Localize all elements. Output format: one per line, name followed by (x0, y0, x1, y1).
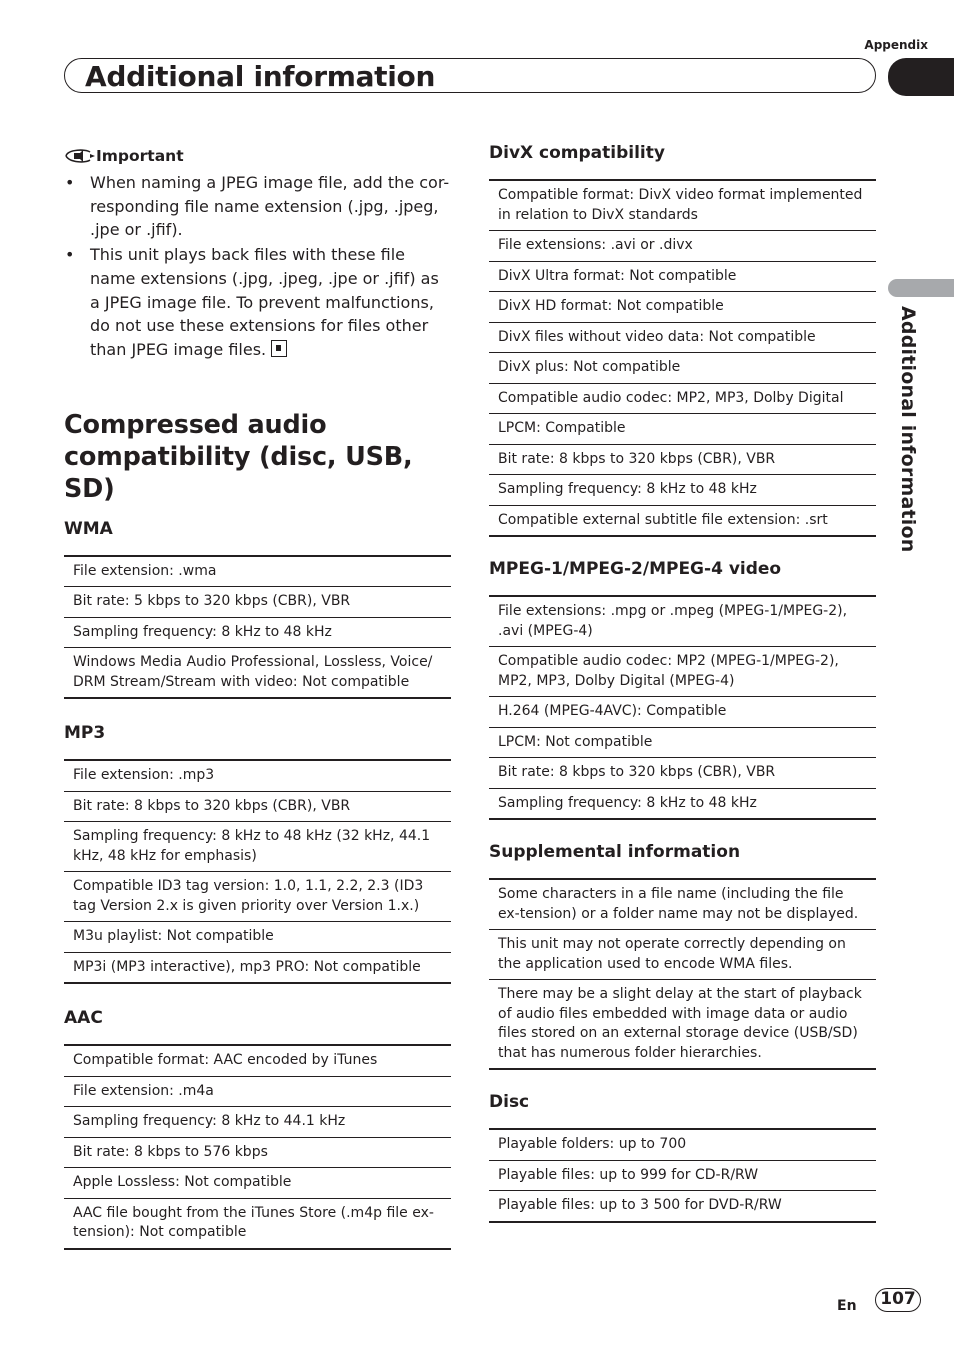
table-row: File extensions: .avi or .divx (489, 230, 876, 261)
table-row: File extension: .mp3 (73, 767, 215, 784)
aac-title: AAC (64, 1008, 103, 1029)
important-bullet (64, 171, 451, 242)
table-row: Compatible external subtitle file extension: .srt (489, 505, 876, 536)
table-row: H.264 (MPEG-4AVC): Compatible (489, 696, 876, 727)
table-row: DivX files without video data: Not compatible (489, 322, 876, 353)
side-tab-label: Additional information (897, 306, 919, 553)
important-label: Important (96, 147, 184, 165)
supplemental-title: Supplemental information (489, 842, 741, 862)
table-row: This unit may not operate correctly depending on the application used to encode WMA files. (489, 929, 876, 979)
table-row: Bit rate: 8 kbps to 320 kbps (CBR), VBR (489, 757, 876, 788)
table-row: Compatible ID3 tag version: 1.0, 1.1, 2.2, 2.3 (ID3 tag Version 2.x is given priority over Version 1.x.) (64, 871, 451, 921)
table-row: Bit rate: 5 kbps to 320 kbps (CBR), VBR (64, 586, 451, 617)
table-row: Playable files: up to 3 500 for DVD-R/RW (489, 1190, 876, 1221)
end-mark-icon (271, 340, 287, 357)
table-row: File extension: .m4a (64, 1076, 451, 1107)
table-row: File extensions: .mpg or .mpeg (MPEG-1/MPEG-2), .avi (MPEG-4) (498, 603, 848, 639)
table-row: There may be a slight delay at the start of playback of audio files embedded with image data or audio files stored on an external storage device (USB/SD) that has numerous folder hierarchies. (489, 979, 876, 1068)
section-header (64, 58, 876, 93)
appendix-label: Appendix (864, 38, 928, 52)
table-row: Compatible audio codec: MP2 (MPEG-1/MPEG-2), MP2, MP3, Dolby Digital (MPEG-4) (489, 646, 876, 696)
disc-table (489, 1128, 876, 1223)
disc-title: Disc (489, 1092, 530, 1112)
header-tab-marker (888, 58, 954, 96)
table-row: File extension: .wma (73, 562, 217, 579)
table-row: Some characters in a file name (including the file ex-tension) or a folder name may not be displayed. (498, 886, 859, 922)
important-bullet (64, 243, 451, 362)
page-number: 107 (875, 1288, 921, 1312)
table-row: DivX HD format: Not compatible (489, 291, 876, 322)
mp3-title: MP3 (64, 723, 106, 744)
table-row: LPCM: Compatible (489, 413, 876, 444)
side-tab-marker (888, 279, 954, 297)
mpeg-table (489, 595, 876, 820)
table-row: Windows Media Audio Professional, Lossless, Voice/ DRM Stream/Stream with video: Not compatible (64, 647, 451, 697)
table-row: M3u playlist: Not compatible (64, 921, 451, 952)
table-row: Bit rate: 8 kbps to 576 kbps (64, 1137, 451, 1168)
table-row: Compatible audio codec: MP2, MP3, Dolby Digital (489, 383, 876, 414)
section-title: Additional information (85, 60, 436, 93)
table-row: Sampling frequency: 8 kHz to 44.1 kHz (64, 1106, 451, 1137)
table-row: Compatible format: DivX video format implemented in relation to DivX standards (498, 187, 863, 223)
wma-title: WMA (64, 518, 113, 539)
important-icon (64, 146, 96, 166)
table-row: MP3i (MP3 interactive), mp3 PRO: Not compatible (64, 952, 451, 983)
page-title: Compressed audio compatibility (disc, USB, SD) (64, 409, 413, 504)
table-row: Playable folders: up to 700 (498, 1136, 687, 1152)
table-row: Sampling frequency: 8 kHz to 48 kHz (32 kHz, 44.1 kHz, 48 kHz for emphasis) (64, 821, 451, 871)
important-heading (64, 145, 451, 167)
divx-title: DivX compatibility (489, 143, 665, 163)
table-row: Playable files: up to 999 for CD-R/RW (489, 1160, 876, 1191)
aac-table (64, 1044, 451, 1250)
important-list (64, 171, 451, 362)
mp3-table (64, 759, 451, 984)
supplemental-table (489, 878, 876, 1070)
table-row: Compatible format: AAC encoded by iTunes (73, 1052, 378, 1069)
table-row: Bit rate: 8 kbps to 320 kbps (CBR), VBR (489, 444, 876, 475)
table-row: Sampling frequency: 8 kHz to 48 kHz (489, 788, 876, 819)
table-row: AAC file bought from the iTunes Store (.m4p file ex-tension): Not compatible (64, 1198, 451, 1248)
right-column (489, 143, 876, 1223)
table-row: Bit rate: 8 kbps to 320 kbps (CBR), VBR (64, 791, 451, 822)
table-row: DivX Ultra format: Not compatible (489, 261, 876, 292)
table-row: DivX plus: Not compatible (489, 352, 876, 383)
table-row: LPCM: Not compatible (489, 727, 876, 758)
bullet-text: This unit plays back files with these file name extensions (.jpg, .jpeg, .jpe or .jfif) as a JPEG image file. To prevent malfunctions, do not use these extensions for files other than JPEG image files. (90, 245, 439, 359)
bullet-text: When naming a JPEG image file, add the cor-responding file name extension (.jpg, .jpeg, .jpe or .jfif). (90, 173, 450, 240)
left-column (64, 145, 451, 1250)
table-row: Apple Lossless: Not compatible (64, 1167, 451, 1198)
mpeg-title: MPEG-1/MPEG-2/MPEG-4 video (489, 559, 782, 579)
table-row: Sampling frequency: 8 kHz to 48 kHz (489, 474, 876, 505)
table-row: Sampling frequency: 8 kHz to 48 kHz (64, 617, 451, 648)
divx-table (489, 179, 876, 537)
language-label: En (837, 1298, 857, 1314)
wma-table (64, 555, 451, 700)
